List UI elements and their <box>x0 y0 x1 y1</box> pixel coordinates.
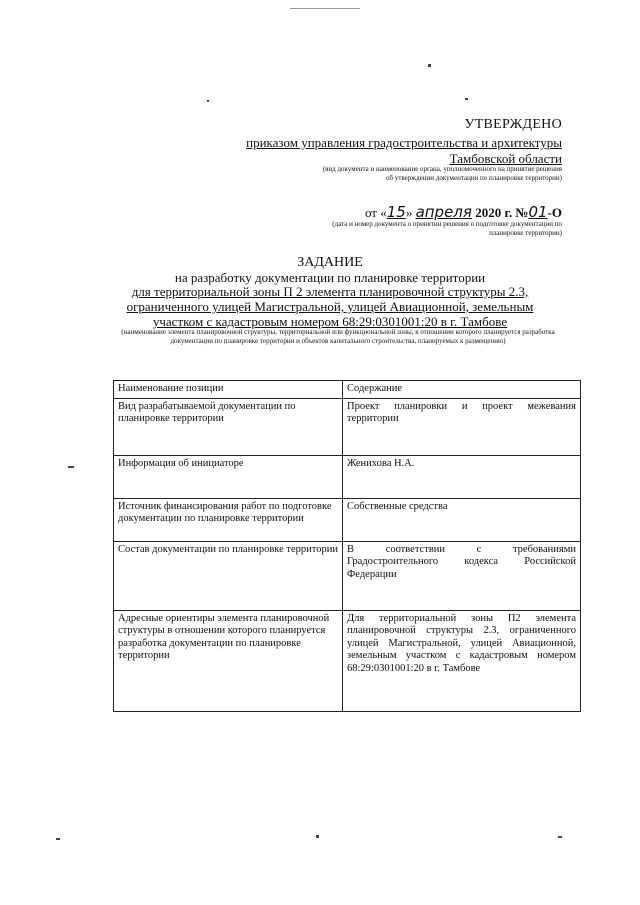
date-suffix: -О <box>547 205 562 220</box>
scan-mark <box>207 100 209 102</box>
row-value: Для территориальной зоны П2 элемента планировочной структуры 2.3, ограниченного улицей Магистральной, улицей Авиационной, земельным участком с кадастровым номером 68:29:0301001:20 в г. Тамбове <box>343 610 581 711</box>
date-note: (дата и номер документа о принятии решения о подготовке документации по планировке территории) <box>332 220 562 237</box>
table-row <box>114 541 581 610</box>
date-day: 15 <box>386 203 406 221</box>
task-table <box>113 380 581 712</box>
scan-mark <box>290 8 360 9</box>
row-name: Адресные ориентиры элемента планировочной структуры в отношении которого планируется разработка документации по планировке территории <box>114 610 343 711</box>
row-value: Женихова Н.А. <box>343 455 581 498</box>
row-value: Собственные средства <box>343 498 581 541</box>
column-header-position: Наименование позиции <box>114 381 343 399</box>
approved-heading: УТВЕРЖДЕНО <box>464 117 562 132</box>
date-year: 2020 г. № <box>475 205 529 220</box>
scan-mark <box>68 466 74 468</box>
date-prefix: от « <box>364 205 387 220</box>
document-title: ЗАДАНИЕ <box>297 255 363 270</box>
scan-mark <box>465 98 468 100</box>
table-header-row <box>114 381 581 399</box>
title-line-2: для территориальной зоны П 2 элемента планировочной структуры 2.3, ограниченного улицей Магистральной, улицей Авиационной, земельным участком с кадастровым номером 68:29:0301001:20 в г. Тамбове <box>126 284 534 329</box>
table-row <box>114 498 581 541</box>
date-number: 01 <box>528 203 548 221</box>
column-header-content: Содержание <box>343 381 581 399</box>
order-date-line <box>365 203 562 221</box>
scan-mark <box>316 835 319 838</box>
row-name: Источник финансирования работ по подготовке документации по планировке территории <box>114 498 343 541</box>
row-value: Проект планировки и проект межевания территории <box>343 398 581 455</box>
date-mid: » <box>405 205 413 220</box>
order-line-1: приказом управления градостроительства и архитектуры <box>246 135 562 150</box>
row-value: В соответствии с требованиями Градостроительного кодекса Российской Федерации <box>343 541 581 610</box>
row-name: Вид разрабатываемой документации по планировке территории <box>114 398 343 455</box>
title-note: (наименование элемента планировочной структуры, территориальной или функциональной зоны, в отношении которого планируется разработка документации по планировке территории и объектов капитального строительства, планируемых к размещению) <box>121 328 555 345</box>
table-row <box>114 455 581 498</box>
scan-mark <box>56 838 60 840</box>
table-row <box>114 610 581 711</box>
row-name: Состав документации по планировке территории <box>114 541 343 610</box>
table-row <box>114 398 581 455</box>
approving-order <box>246 135 562 167</box>
title-line-1: на разработку документации по планировке территории <box>174 270 486 285</box>
date-month: апреля <box>415 203 472 221</box>
scan-mark <box>428 64 431 67</box>
row-name: Информация об инициаторе <box>114 455 343 498</box>
scan-mark <box>558 836 562 838</box>
org-note: (вид документа и наименование органа, уполномоченного на принятие решения об утверждении документации по планировке территории) <box>322 165 562 182</box>
order-line-2: Тамбовской области <box>449 151 562 166</box>
